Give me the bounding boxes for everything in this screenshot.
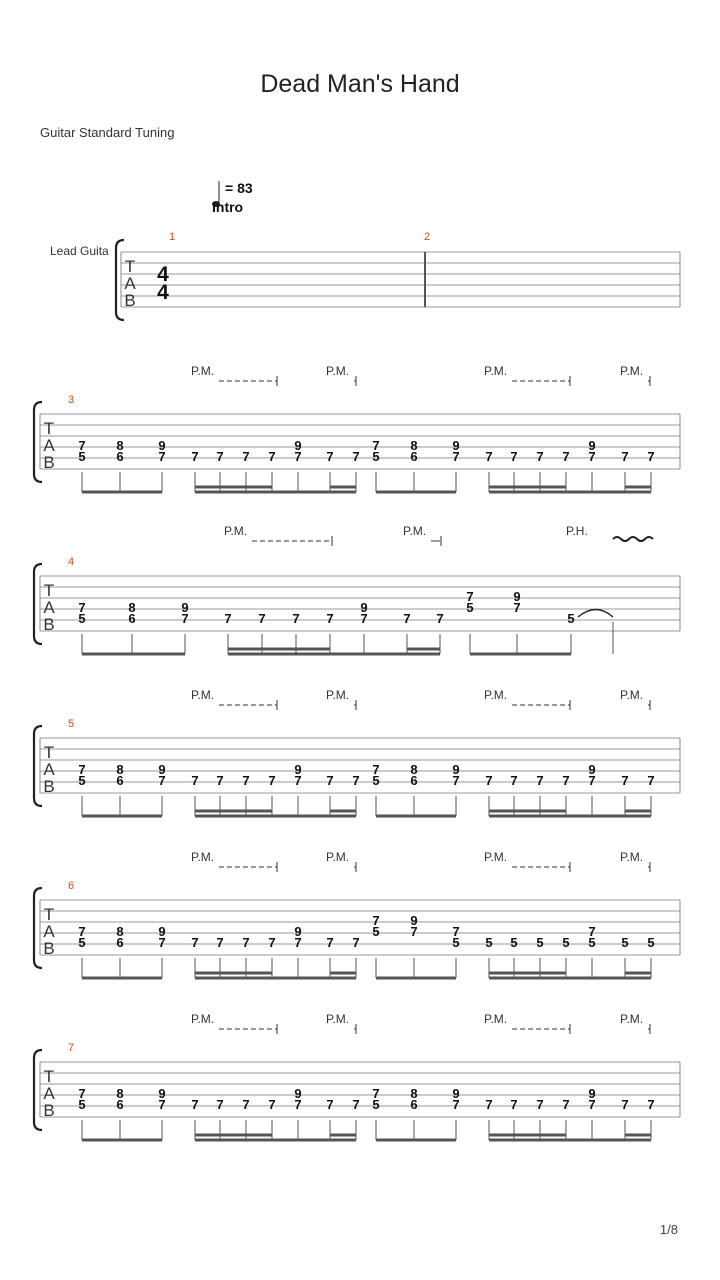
fret-number: 7 — [372, 1086, 380, 1101]
fret-number: 7 — [216, 449, 224, 464]
fret-number: 8 — [410, 762, 418, 777]
fret-number: 7 — [536, 449, 544, 464]
fret-number: 7 — [294, 1097, 302, 1112]
tab-letter-t: T — [124, 257, 136, 276]
fret-number: 7 — [372, 762, 380, 777]
tab-letter-a: A — [43, 598, 55, 617]
fret-number: 9 — [294, 1086, 302, 1101]
fret-number: 7 — [292, 611, 300, 626]
fret-number: 7 — [352, 935, 360, 950]
fret-number: 5 — [452, 935, 460, 950]
fret-number: 9 — [158, 438, 166, 453]
palm-mute-label: P.M. — [191, 1012, 215, 1026]
fret-number: 8 — [410, 438, 418, 453]
fret-number: 6 — [410, 773, 418, 788]
fret-number: 7 — [466, 589, 474, 604]
fret-number: 5 — [78, 611, 86, 626]
fret-number: 7 — [621, 449, 629, 464]
fret-number: 6 — [116, 449, 124, 464]
fret-number: 7 — [258, 611, 266, 626]
fret-number: 7 — [410, 924, 418, 939]
fret-number: 9 — [294, 762, 302, 777]
fret-number: 5 — [647, 935, 655, 950]
measure-number: 6 — [67, 880, 75, 892]
fret-number: 7 — [452, 449, 460, 464]
fret-number: 7 — [452, 773, 460, 788]
fret-number: 7 — [326, 449, 334, 464]
tab-letter-t: T — [43, 743, 55, 762]
fret-number: 7 — [242, 935, 250, 950]
fret-number: 8 — [116, 762, 124, 777]
fret-number: 5 — [567, 611, 575, 626]
fret-number: 7 — [562, 449, 570, 464]
fret-number: 9 — [158, 1086, 166, 1101]
fret-number: 9 — [452, 762, 460, 777]
fret-number: 7 — [242, 773, 250, 788]
fret-number: 7 — [562, 773, 570, 788]
fret-number: 5 — [372, 924, 380, 939]
fret-number: 7 — [158, 773, 166, 788]
fret-number: 7 — [268, 449, 276, 464]
fret-number: 9 — [294, 924, 302, 939]
fret-number: 7 — [158, 935, 166, 950]
fret-number: 5 — [588, 935, 596, 950]
vibrato-mark — [613, 537, 653, 541]
fret-number: 7 — [268, 1097, 276, 1112]
fret-number: 7 — [294, 449, 302, 464]
tab-letter-t: T — [43, 1067, 55, 1086]
fret-number: 7 — [588, 449, 596, 464]
fret-number: 7 — [242, 1097, 250, 1112]
fret-number: 7 — [242, 449, 250, 464]
fret-number: 7 — [216, 935, 224, 950]
tab-letter-b: B — [43, 939, 55, 958]
tab-letter-t: T — [43, 905, 55, 924]
fret-number: 9 — [410, 913, 418, 928]
fret-number: 5 — [78, 1097, 86, 1112]
fret-number: 7 — [326, 773, 334, 788]
fret-number: 9 — [588, 762, 596, 777]
fret-number: 7 — [360, 611, 368, 626]
fret-number: 5 — [372, 1097, 380, 1112]
palm-mute-label: P.M. — [224, 524, 248, 538]
fret-number: 7 — [485, 1097, 493, 1112]
fret-number: 7 — [216, 773, 224, 788]
fret-number: 7 — [191, 449, 199, 464]
section-label-intro: Intro — [212, 199, 244, 215]
measure-number: 3 — [67, 394, 75, 406]
fret-number: 7 — [224, 611, 232, 626]
tab-letter-a: A — [43, 1084, 55, 1103]
palm-mute-label: P.M. — [326, 688, 350, 702]
tab-letter-b: B — [43, 777, 55, 796]
palm-mute-label: P.M. — [403, 524, 427, 538]
fret-number: 6 — [128, 611, 136, 626]
tie-slur — [578, 610, 613, 618]
fret-number: 5 — [536, 935, 544, 950]
fret-number: 7 — [372, 438, 380, 453]
fret-number: 9 — [452, 438, 460, 453]
pinch-harmonic-label: P.H. — [566, 524, 588, 538]
fret-number: 5 — [78, 449, 86, 464]
fret-number: 8 — [128, 600, 136, 615]
fret-number: 7 — [78, 438, 86, 453]
fret-number: 7 — [510, 449, 518, 464]
palm-mute-label: P.M. — [326, 364, 350, 378]
measure-number: 1 — [168, 231, 176, 243]
palm-mute-label: P.M. — [484, 364, 508, 378]
tab-letter-b: B — [43, 1101, 55, 1120]
fret-number: 7 — [326, 935, 334, 950]
fret-number: 6 — [410, 1097, 418, 1112]
fret-number: 6 — [116, 935, 124, 950]
fret-number: 7 — [647, 773, 655, 788]
fret-number: 5 — [372, 773, 380, 788]
fret-number: 7 — [403, 611, 411, 626]
time-sig-bottom: 4 — [157, 281, 169, 304]
fret-number: 7 — [372, 913, 380, 928]
fret-number: 8 — [116, 924, 124, 939]
fret-number: 8 — [116, 438, 124, 453]
measure-number: 2 — [423, 231, 431, 243]
tab-letter-b: B — [43, 453, 55, 472]
fret-number: 5 — [372, 449, 380, 464]
fret-number: 7 — [158, 449, 166, 464]
fret-number: 7 — [191, 1097, 199, 1112]
fret-number: 7 — [510, 1097, 518, 1112]
palm-mute-label: P.M. — [620, 1012, 644, 1026]
palm-mute-label: P.M. — [620, 364, 644, 378]
fret-number: 7 — [78, 924, 86, 939]
fret-number: 7 — [268, 773, 276, 788]
tab-letter-t: T — [43, 419, 55, 438]
palm-mute-label: P.M. — [484, 688, 508, 702]
fret-number: 7 — [510, 773, 518, 788]
fret-number: 7 — [647, 449, 655, 464]
fret-number: 9 — [158, 762, 166, 777]
page-indicator[interactable]: 1/8 — [659, 1222, 678, 1237]
fret-number: 5 — [621, 935, 629, 950]
fret-number: 7 — [588, 773, 596, 788]
fret-number: 5 — [562, 935, 570, 950]
fret-number: 7 — [294, 773, 302, 788]
fret-number: 9 — [588, 438, 596, 453]
fret-number: 7 — [588, 924, 596, 939]
fret-number: 7 — [78, 762, 86, 777]
tab-letter-a: A — [43, 922, 55, 941]
palm-mute-label: P.M. — [484, 1012, 508, 1026]
fret-number: 6 — [410, 449, 418, 464]
tuning-label: Guitar Standard Tuning — [40, 125, 175, 140]
fret-number: 6 — [116, 773, 124, 788]
fret-number: 8 — [410, 1086, 418, 1101]
fret-number: 7 — [216, 1097, 224, 1112]
palm-mute-label: P.M. — [191, 850, 215, 864]
fret-number: 7 — [326, 611, 334, 626]
fret-number: 7 — [647, 1097, 655, 1112]
fret-number: 7 — [191, 935, 199, 950]
fret-number: 5 — [466, 600, 474, 615]
fret-number: 7 — [485, 449, 493, 464]
fret-number: 7 — [621, 1097, 629, 1112]
palm-mute-label: P.M. — [620, 688, 644, 702]
fret-number: 7 — [452, 1097, 460, 1112]
fret-number: 7 — [352, 449, 360, 464]
tab-letter-a: A — [43, 436, 55, 455]
fret-number: 5 — [78, 935, 86, 950]
fret-number: 7 — [485, 773, 493, 788]
fret-number: 7 — [181, 611, 189, 626]
song-title: Dead Man's Hand — [260, 70, 460, 98]
fret-number: 9 — [158, 924, 166, 939]
fret-number: 6 — [116, 1097, 124, 1112]
tab-letter-a: A — [43, 760, 55, 779]
fret-number: 9 — [181, 600, 189, 615]
fret-number: 9 — [452, 1086, 460, 1101]
tab-letter-a: A — [124, 274, 136, 293]
time-sig-top: 4 — [157, 263, 169, 286]
tab-letter-t: T — [43, 581, 55, 600]
fret-number: 7 — [562, 1097, 570, 1112]
tempo-marking: = 83 — [225, 180, 253, 196]
palm-mute-label: P.M. — [191, 364, 215, 378]
measure-number: 5 — [67, 718, 75, 730]
fret-number: 7 — [78, 1086, 86, 1101]
fret-number: 7 — [536, 1097, 544, 1112]
fret-number: 7 — [452, 924, 460, 939]
palm-mute-label: P.M. — [326, 1012, 350, 1026]
palm-mute-label: P.M. — [191, 688, 215, 702]
fret-number: 7 — [268, 935, 276, 950]
fret-number: 7 — [436, 611, 444, 626]
track-name: Lead Guita — [50, 244, 109, 258]
fret-number: 7 — [294, 935, 302, 950]
palm-mute-label: P.M. — [620, 850, 644, 864]
fret-number: 7 — [78, 600, 86, 615]
palm-mute-label: P.M. — [326, 850, 350, 864]
fret-number: 7 — [536, 773, 544, 788]
fret-number: 7 — [352, 773, 360, 788]
measure-number: 7 — [67, 1042, 75, 1054]
fret-number: 7 — [158, 1097, 166, 1112]
fret-number: 9 — [360, 600, 368, 615]
fret-number: 9 — [513, 589, 521, 604]
fret-number: 7 — [621, 773, 629, 788]
palm-mute-label: P.M. — [484, 850, 508, 864]
fret-number: 7 — [191, 773, 199, 788]
tab-letter-b: B — [43, 615, 55, 634]
fret-number: 9 — [294, 438, 302, 453]
tab-letter-b: B — [124, 291, 136, 310]
fret-number: 7 — [588, 1097, 596, 1112]
fret-number: 8 — [116, 1086, 124, 1101]
measure-number: 4 — [67, 556, 75, 568]
fret-number: 7 — [326, 1097, 334, 1112]
fret-number: 5 — [485, 935, 493, 950]
fret-number: 5 — [510, 935, 518, 950]
fret-number: 9 — [588, 1086, 596, 1101]
fret-number: 7 — [513, 600, 521, 615]
fret-number: 5 — [78, 773, 86, 788]
fret-number: 7 — [352, 1097, 360, 1112]
